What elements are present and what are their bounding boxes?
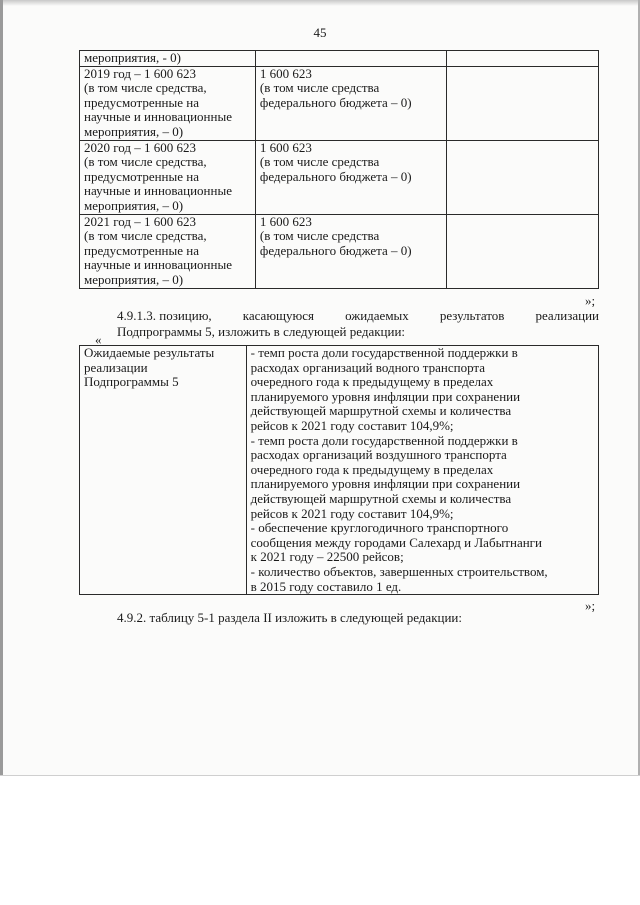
table-cell [80,214,256,288]
cell-line: очередного года к предыдущему в пределах [250,374,494,390]
table-cell [80,140,256,214]
cell-line: рейсов к 2021 году составит 104,9%; [250,417,454,433]
table-cell [446,214,598,288]
paragraph-4-9-1-3 [79,308,599,340]
table-row [80,66,599,140]
cell-line: мероприятия, – 0) [84,197,184,213]
cell-line: (в том числе средства, [84,228,207,244]
word: реализации [535,308,599,323]
cell-line: планируемого уровня инфляции при сохранении [250,476,521,492]
cell-line: научные и инновационные [84,109,232,125]
table-row [80,346,599,595]
cell-line: в 2015 году составило 1 ед. [250,578,402,594]
word: касающуюся [242,308,315,323]
cell-line: планируемого уровня инфляции при сохранении [250,388,521,404]
cell-line: сообщения между городами Салехард и Лабытнанги [250,534,542,550]
closing-quote: »; [585,293,596,308]
cell-line: мероприятия, – 0) [84,271,184,287]
results-content-cell [246,346,598,595]
cell-line: федерального бюджета – 0) [259,94,412,110]
cell-line: мероприятия, – 0) [84,123,184,139]
cell-line: действующей маршрутной схемы и количества [250,403,512,419]
cell-line: рейсов к 2021 году составит 104,9%; [250,505,454,521]
cell-line: предусмотренные на [84,168,200,184]
cell-line: 1 600 623 [259,139,312,155]
cell-line: очередного года к предыдущему в пределах [250,461,494,477]
cell-line: (в том числе средства, [84,80,207,96]
cell-line: к 2021 году – 22500 рейсов; [250,549,404,565]
cell-line: научные и инновационные [84,257,232,273]
paragraph-first-line [79,308,599,324]
table-cell [255,66,446,140]
table-cell [446,51,598,67]
table-cell [80,66,256,140]
cell-line: 2021 год – 1 600 623 [84,213,196,229]
cell-line: федерального бюджета – 0) [259,168,412,184]
cell-line: 1 600 623 [259,213,312,229]
table-row [80,140,599,214]
cell-line: 2019 год – 1 600 623 [84,65,196,81]
table-row [80,51,599,67]
cell-line: Ожидаемые результаты [84,345,215,360]
cell-line: - количество объектов, завершенных строительством, [250,563,548,579]
word: ожидаемых [345,308,409,323]
cell-line: 2020 год – 1 600 623 [84,139,196,155]
cell-line: федерального бюджета – 0) [259,242,412,258]
cell-line: (в том числе средства [259,228,380,244]
cell-line: научные и инновационные [84,183,232,199]
cell-line: (в том числе средства [259,80,380,96]
cell-line: мероприятия, - 0) [84,50,181,65]
table-cell [255,214,446,288]
cell-line: расходах организаций водного транспорта [250,359,486,375]
table-cell [446,66,598,140]
table-cell [255,51,446,67]
cell-line: реализации [84,359,148,375]
results-label-cell [80,346,247,595]
cell-line: (в том числе средства [259,154,380,170]
opening-quote: « [95,332,102,347]
cell-line: предусмотренные на [84,94,200,110]
cell-line: 1 600 623 [259,65,312,81]
word: результатов [439,308,505,323]
paragraph-second-line: Подпрограммы 5, изложить в следующей редакции: [117,324,406,339]
scan-edge-left [0,0,3,775]
word: 4.9.1.3. позицию, [117,308,212,323]
closing-quote: »; [585,598,596,613]
results-table [79,345,599,595]
cell-line: расходах организаций воздушного транспорта [250,447,507,463]
cell-line: (в том числе средства, [84,154,207,170]
cell-line: Подпрограммы 5 [84,374,179,390]
paragraph-4-9-2: 4.9.2. таблицу 5-1 раздела II изложить в следующей редакции: [117,610,462,625]
cell-line: - темп роста доли государственной поддержки в [250,432,518,448]
cell-line: - темп роста доли государственной поддержки в [250,345,518,360]
funding-table [79,50,599,289]
cell-line: - обеспечение круглогодичного транспортного [250,520,509,536]
table-row [80,214,599,288]
table-cell [80,51,256,67]
table-cell [255,140,446,214]
cell-line: действующей маршрутной схемы и количества [250,490,512,506]
cell-line: предусмотренные на [84,242,200,258]
table-cell [446,140,598,214]
page-number: 45 [313,25,327,40]
scan-edge-top [0,0,640,6]
